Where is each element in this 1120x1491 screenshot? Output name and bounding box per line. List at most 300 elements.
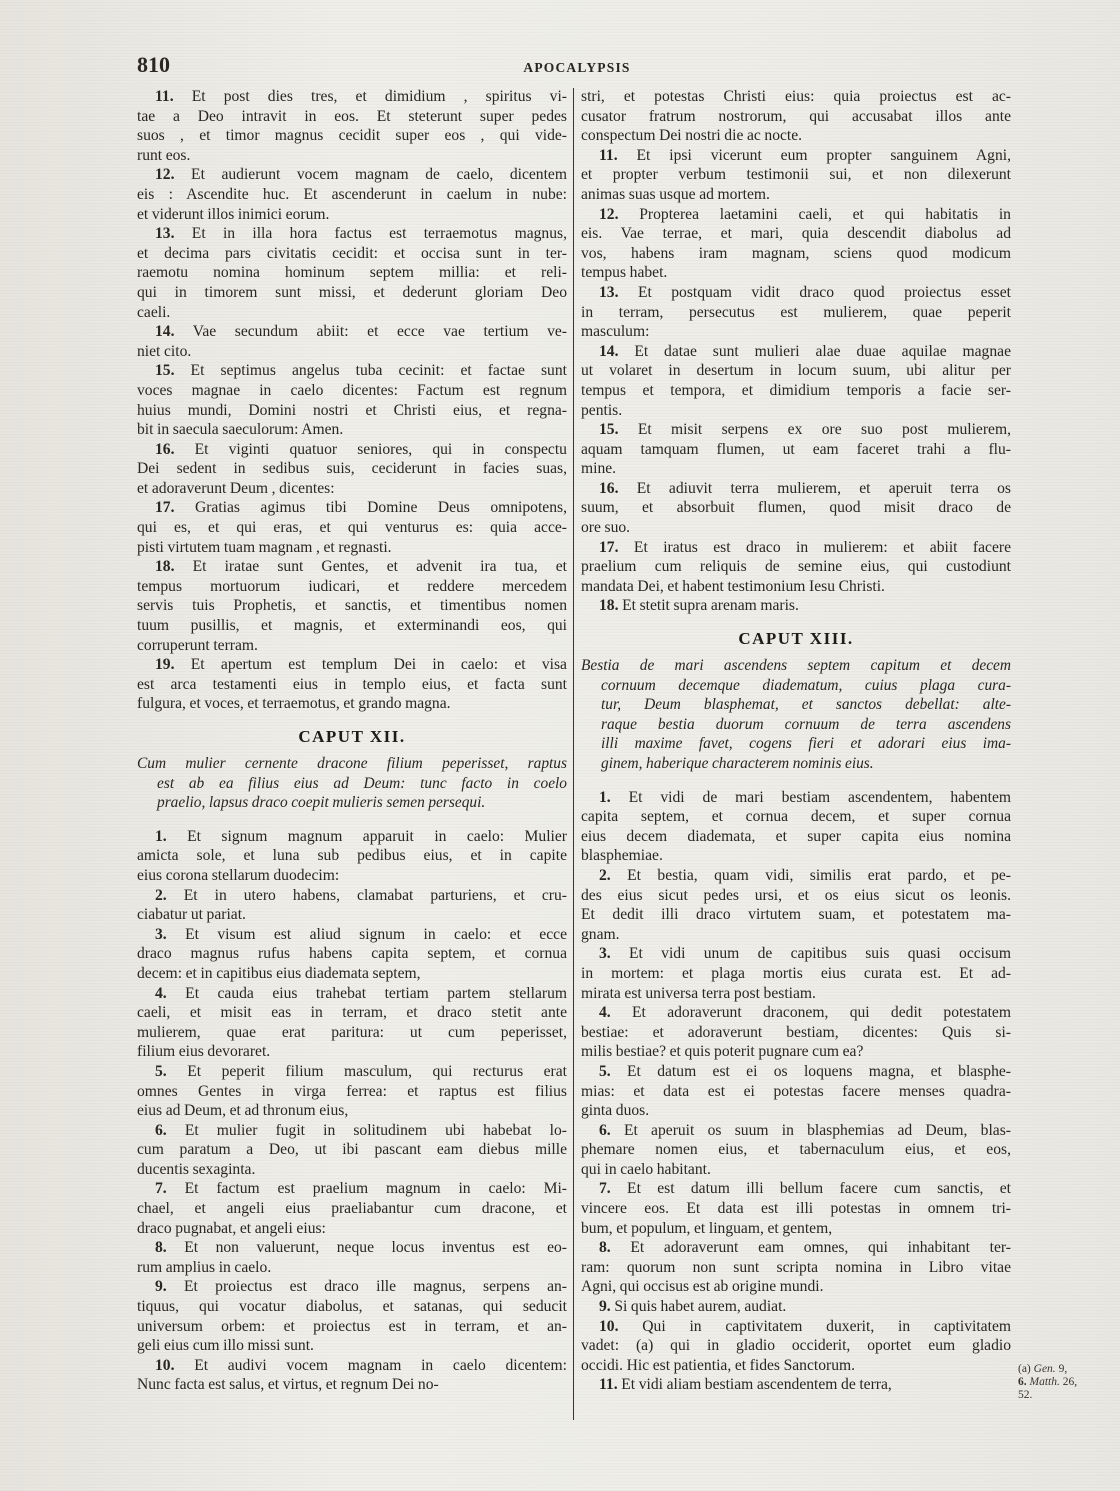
- column-divider: [573, 88, 574, 1420]
- line-text: Et datae sunt mulieri alae duae aquilae magnae: [634, 342, 1011, 360]
- text-line: [581, 518, 1011, 538]
- text-line: [137, 244, 567, 264]
- line-text: Si quis habet aurem, audiat.: [614, 1298, 787, 1316]
- line-text: caeli.: [137, 303, 171, 321]
- text-line: [137, 905, 567, 925]
- text-line: [581, 1336, 1011, 1356]
- verse-start-line: [137, 87, 567, 107]
- line-text: vincere eos. Et data est illi potestas in omnem tri-: [581, 1200, 1011, 1218]
- text-line: [581, 185, 1011, 205]
- verse-number: 9.: [599, 1298, 611, 1316]
- line-text: servis tuis Prophetis, et sanctis, et timentibus nomen: [137, 597, 567, 615]
- verse-number: 19.: [155, 656, 175, 674]
- line-text: Gratias agimus tibi Domine Deus omnipotens,: [194, 499, 567, 517]
- text-line: [137, 303, 567, 323]
- verse-start-line: [581, 205, 1011, 225]
- line-text: est arca testamenti eius in templo eius, et facta sunt: [137, 675, 567, 693]
- verse-start-line: [137, 1062, 567, 1082]
- line-text: mandata Dei, et habent testimonium Iesu Christi.: [581, 577, 885, 595]
- margin-note-line-1: [1018, 1363, 1110, 1376]
- line-text: eis. Vae terrae, et mari, quia descendit diabolus ad: [581, 225, 1011, 243]
- text-line: [137, 146, 567, 166]
- line-text: voces magnae in caelo dicentes: Factum est regnum: [137, 381, 567, 399]
- text-line: [581, 1277, 1011, 1297]
- chapter-heading: CAPUT XII.: [298, 727, 406, 746]
- verse-number: 17.: [155, 499, 175, 517]
- verse-number: 15.: [599, 421, 619, 439]
- text-line: [581, 87, 1011, 107]
- verse-number: 18.: [155, 558, 175, 576]
- line-text: mirata est universa terra post bestiam.: [581, 984, 816, 1002]
- line-text: Propterea laetamini caeli, et qui habitatis in: [639, 205, 1011, 223]
- line-text: Et vidi unum de capitibus suis quasi occisum: [629, 945, 1011, 963]
- reference-location: 9,: [1058, 1363, 1068, 1375]
- line-text: occidi. Hic est patientia, et fides Sanctorum.: [581, 1356, 856, 1374]
- line-text: vadet: (a) qui in gladio occiderit, oportet eum gladio: [581, 1337, 1011, 1355]
- verse-start-line: [581, 1317, 1011, 1337]
- text-line: [581, 244, 1011, 264]
- verse-number: 17.: [599, 538, 619, 556]
- verse-number: 18.: [599, 597, 619, 615]
- text-line: [581, 1101, 1011, 1121]
- text-line: [137, 107, 567, 127]
- text-line: [137, 1375, 567, 1395]
- line-text: Et vidi de mari bestiam ascendentem, habentem: [628, 788, 1011, 806]
- verse-start-line: [581, 1179, 1011, 1199]
- verse-number: 4.: [599, 1004, 611, 1022]
- line-text: Et iratus est draco in mulierem: et abiit facere: [633, 538, 1011, 556]
- text-line: [137, 1258, 567, 1278]
- line-text: phemare nomen eius, et tabernaculum eius, et eos,: [581, 1141, 1011, 1159]
- text-line: [137, 538, 567, 558]
- verse-number: 8.: [599, 1239, 611, 1257]
- verse-start-line: [581, 283, 1011, 303]
- line-text: stri, et potestas Christi eius: quia proiectus est ac-: [581, 88, 1011, 105]
- summary-line: Bestia de mari ascendens septem capitum et decem: [581, 657, 1011, 675]
- line-text: chael, et angeli eius praeliabantur cum dracone, et: [137, 1200, 567, 1218]
- verse-number: 10.: [155, 1356, 175, 1374]
- summary-line: est ab ea filius eius ad Deum: tunc facto in coelo: [157, 774, 567, 792]
- verse-start-line: [581, 342, 1011, 362]
- verse-start-line: [137, 925, 567, 945]
- line-text: qui in timorem sunt missi, et dederunt gloriam Deo: [137, 283, 567, 301]
- spacer: [581, 774, 1011, 788]
- line-text: capita septem, et cornua decem, et super cornua: [581, 808, 1011, 826]
- line-text: et decima pars civitatis cecidit: et occisa sunt in ter-: [137, 244, 567, 262]
- verse-start-line: [137, 886, 567, 906]
- line-text: eius decem diademata, et super capita eius nomina: [581, 827, 1011, 845]
- verse-start-line: [137, 827, 567, 847]
- line-text: Et cauda eius trahebat tertiam partem stellarum: [185, 984, 567, 1002]
- line-text: Dei sedent in sedibus suis, ceciderunt in facies suas,: [137, 460, 567, 478]
- line-text: bum, et populum, et linguam, et gentem,: [581, 1219, 833, 1237]
- text-line: [581, 1140, 1011, 1160]
- line-text: Et mulier fugit in solitudinem ubi habebat lo-: [184, 1121, 567, 1139]
- text-line: [581, 1258, 1011, 1278]
- verse-start-line: [137, 557, 567, 577]
- text-line: [581, 322, 1011, 342]
- text-line: [581, 1160, 1011, 1180]
- verse-start-line: [137, 655, 567, 675]
- text-line: [581, 1356, 1011, 1376]
- line-text: Et est datum illi bellum facere cum sanctis, et: [627, 1180, 1011, 1198]
- line-text: aquam tamquam flumen, ut eam faceret trahi a flu-: [581, 440, 1011, 458]
- line-text: milis bestiae? et quis poterit pugnare cum ea?: [581, 1043, 864, 1061]
- summary-line: tur, Deum blasphemat, et sanctos debellat: alte-: [601, 696, 1011, 714]
- text-line: [137, 1199, 567, 1219]
- text-line: [581, 846, 1011, 866]
- line-text: caeli, et misit eas in terram, et draco stetit ante: [137, 1004, 567, 1022]
- verse-start-line: [137, 224, 567, 244]
- line-text: Et visum est aliud signum in caelo: et ecce: [185, 925, 567, 943]
- summary-line: ginem, haberique characterem nominis eius.: [601, 755, 874, 772]
- verse-number: 1.: [599, 788, 611, 806]
- line-text: tiquus, qui vocatur diabolus, et satanas, qui seducit: [137, 1298, 567, 1316]
- summary-line: illi maxime favet, cogens fieri et adorari eius ima-: [601, 735, 1011, 753]
- verse-number: 5.: [155, 1062, 167, 1080]
- line-text: conspectum Dei nostri die ac nocte.: [581, 127, 803, 145]
- line-text: tuum pusillis, et magnis, et exterminandi eos, qui: [137, 617, 567, 635]
- text-line: [581, 1042, 1011, 1062]
- text-line: [581, 827, 1011, 847]
- line-text: Et vidi aliam bestiam ascendentem de terra,: [621, 1376, 892, 1394]
- line-text: omnes Gentes in virga ferrea: et raptus est filius: [137, 1082, 567, 1100]
- line-text: Et septimus angelus tuba cecinit: et factae sunt: [190, 362, 567, 380]
- line-text: suum, et absorbuit flumen, quod misit draco de: [581, 499, 1011, 517]
- line-text: tempus et tempora, et dimidium temporis a facie ser-: [581, 381, 1011, 399]
- text-line: [137, 1317, 567, 1337]
- text-line: [137, 401, 567, 421]
- line-text: rum amplius in caelo.: [137, 1258, 272, 1276]
- verse-number: 7.: [599, 1180, 611, 1198]
- text-line: [137, 185, 567, 205]
- verse-start-line: [137, 1277, 567, 1297]
- verse-number: 14.: [155, 323, 175, 341]
- text-line: [581, 964, 1011, 984]
- line-text: vos, habens iram magnam, sciens quod modicum: [581, 244, 1011, 262]
- verse-start-line: [581, 944, 1011, 964]
- verse-number: 10.: [599, 1317, 619, 1335]
- line-text: Et bestia, quam vidi, similis erat pardo, et pe-: [627, 866, 1012, 884]
- line-text: ore suo.: [581, 519, 631, 537]
- text-line: [581, 925, 1011, 945]
- line-text: Et post dies tres, et dimidium , spiritus vi-: [191, 88, 567, 105]
- margin-note-line-2: [1018, 1376, 1110, 1389]
- verse-number: 3.: [599, 945, 611, 963]
- text-line: [137, 944, 567, 964]
- line-text: Et dedit illi draco virtutem suam, et potestatem ma-: [581, 906, 1011, 924]
- line-text: Et factum est praelium magnum in caelo: Mi-: [184, 1180, 567, 1198]
- line-text: bestiae: et adoraverunt bestiam, dicentes: Quis si-: [581, 1023, 1011, 1041]
- line-text: Et apertum est templum Dei in caelo: et visa: [190, 656, 567, 674]
- verse-start-line: [581, 420, 1011, 440]
- line-text: mias: et data est ei potestas facere menses quadra-: [581, 1082, 1011, 1100]
- line-text: Et aperuit os suum in blasphemias ad Deum, blas-: [623, 1121, 1011, 1139]
- text-line: [137, 420, 567, 440]
- verse-start-line: [581, 146, 1011, 166]
- line-text: eius corona stellarum duodecim:: [137, 866, 340, 884]
- line-text: blasphemiae.: [581, 847, 663, 865]
- chapter-summary: [581, 656, 1011, 774]
- line-text: Qui in captivitatem duxerit, in captivitatem: [642, 1317, 1011, 1335]
- summary-line: cornuum decemque diadematum, cuius plaga cura-: [601, 676, 1011, 694]
- verse-number: 14.: [599, 342, 619, 360]
- verse-number: 16.: [599, 479, 619, 497]
- text-line: [137, 126, 567, 146]
- summary-line: Cum mulier cernente dracone filium peperisset, raptus: [137, 755, 567, 772]
- line-text: niet cito.: [137, 342, 192, 360]
- line-text: tempus mortuorum iudicari, et reddere mercedem: [137, 577, 567, 595]
- line-text: ducentis sexaginta.: [137, 1160, 256, 1178]
- text-line: [137, 694, 567, 714]
- verse-start-line: [581, 596, 1011, 616]
- text-line: [137, 1219, 567, 1239]
- line-text: ut volaret in desertum in locum suum, ubi alitur per: [581, 362, 1011, 380]
- verse-start-line: [137, 1356, 567, 1376]
- line-text: Et iratae sunt Gentes, et advenit ira tua, et: [192, 558, 567, 576]
- line-text: mulierem, quae erat paritura: ut cum peperisset,: [137, 1023, 567, 1041]
- text-line: [581, 440, 1011, 460]
- verse-number: 7.: [155, 1180, 167, 1198]
- text-line: [581, 1082, 1011, 1102]
- verse-start-line: [581, 1297, 1011, 1317]
- verse-start-line: [137, 1238, 567, 1258]
- text-line: [137, 596, 567, 616]
- reference-location: 6.: [1018, 1376, 1027, 1388]
- line-text: animas suas usque ad mortem.: [581, 185, 770, 203]
- text-line: [137, 1003, 567, 1023]
- line-text: eius ad Deum, et ad thronum eius,: [137, 1102, 349, 1120]
- text-line: [137, 866, 567, 886]
- verse-number: 8.: [155, 1239, 167, 1257]
- text-line: [137, 1101, 567, 1121]
- reference-location: 26,: [1062, 1376, 1078, 1388]
- text-line: [137, 263, 567, 283]
- line-text: Et proiectus est draco ille magnus, serpens an-: [184, 1278, 567, 1296]
- footnote-marker: (a): [1018, 1363, 1031, 1375]
- text-line: [581, 381, 1011, 401]
- verse-start-line: [581, 479, 1011, 499]
- text-line: [137, 1023, 567, 1043]
- reference-location: 52.: [1018, 1389, 1033, 1401]
- verse-number: 11.: [155, 88, 174, 105]
- line-text: et adoraverunt Deum , dicentes:: [137, 479, 335, 497]
- verse-start-line: [581, 1062, 1011, 1082]
- text-line: [581, 557, 1011, 577]
- verse-start-line: [581, 1238, 1011, 1258]
- text-line: [581, 126, 1011, 146]
- text-line: [137, 342, 567, 362]
- line-text: draco magnus rufus habens capita septem, et cornua: [137, 945, 567, 963]
- page-number: 810: [137, 52, 170, 77]
- text-line: [581, 107, 1011, 127]
- text-line: [137, 381, 567, 401]
- text-line: [137, 616, 567, 636]
- line-text: Et postquam vidit draco quod proiectus esset: [637, 283, 1011, 301]
- margin-note: [1018, 1363, 1110, 1402]
- text-line: [137, 636, 567, 656]
- text-line: [137, 459, 567, 479]
- verse-start-line: [137, 498, 567, 518]
- running-head: APOCALYPSIS: [523, 60, 631, 75]
- line-text: Et adoraverunt draconem, qui dedit potestatem: [632, 1004, 1011, 1022]
- right-column: [581, 87, 1011, 1395]
- text-line: [581, 303, 1011, 323]
- text-line: [137, 1160, 567, 1180]
- summary-line: praelio, lapsus draco coepit mulieris semen persequi.: [157, 794, 486, 812]
- text-line: [581, 1199, 1011, 1219]
- line-text: suos , et timor magnus cecidit super eos , qui vide-: [137, 127, 567, 145]
- verse-number: 13.: [155, 225, 175, 243]
- text-line: [581, 224, 1011, 244]
- verse-number: 4.: [155, 984, 167, 1002]
- line-text: des eius sicut pedes ursi, et os eius sicut os leonis.: [581, 886, 1011, 904]
- text-line: [137, 1297, 567, 1317]
- text-line: [137, 283, 567, 303]
- text-line: [137, 846, 567, 866]
- text-line: [581, 361, 1011, 381]
- verse-number: 3.: [155, 925, 167, 943]
- text-line: [581, 807, 1011, 827]
- verse-start-line: [137, 361, 567, 381]
- line-text: bit in saecula saeculorum: Amen.: [137, 421, 344, 439]
- text-line: [581, 498, 1011, 518]
- verse-number: 13.: [599, 283, 619, 301]
- line-text: in terram, persecutus est mulierem, quae peperit: [581, 303, 1011, 321]
- line-text: ciabatur ut pariat.: [137, 906, 246, 924]
- line-text: qui in caelo habitant.: [581, 1160, 711, 1178]
- verse-start-line: [137, 322, 567, 342]
- text-line: [581, 1023, 1011, 1043]
- chapter-heading: CAPUT XIII.: [738, 629, 854, 649]
- verse-number: 11.: [599, 1376, 618, 1394]
- line-text: filium eius devoraret.: [137, 1043, 271, 1061]
- verse-start-line: [137, 1179, 567, 1199]
- verse-start-line: [581, 1375, 1011, 1395]
- text-line: [581, 165, 1011, 185]
- line-text: Et stetit supra arenam maris.: [622, 597, 799, 615]
- line-text: tae a Deo intravit in eos. Et steterunt super pedes: [137, 107, 567, 125]
- text-line: [137, 479, 567, 499]
- line-text: cusator fratrum nostrorum, qui accusabat illos ante: [581, 107, 1011, 125]
- text-line: [137, 518, 567, 538]
- text-line: [137, 577, 567, 597]
- line-text: qui es, et qui eras, et qui venturus es: quia acce-: [137, 519, 567, 537]
- line-text: universum orbem: et proiectus est in terram, et an-: [137, 1317, 567, 1335]
- verse-start-line: [137, 165, 567, 185]
- line-text: Et adiuvit terra mulierem, et aperuit terra os: [636, 479, 1012, 497]
- line-text: Et audierunt vocem magnam de caelo, dicentem: [191, 166, 567, 184]
- summary-line: raque bestia duorum cornuum de terra ascendens: [601, 715, 1011, 733]
- line-text: Et in utero habens, clamabat parturiens, et cru-: [183, 886, 567, 904]
- text-line: [137, 205, 567, 225]
- verse-number: 6.: [155, 1121, 167, 1139]
- line-text: gnam.: [581, 925, 620, 943]
- chapter-summary: [137, 754, 567, 813]
- verse-number: 2.: [155, 886, 167, 904]
- verse-number: 6.: [599, 1121, 611, 1139]
- line-text: Et audivi vocem magnam in caelo dicentem:: [194, 1356, 567, 1374]
- line-text: ram: quorum non sunt scripta nomina in Libro vitae: [581, 1258, 1011, 1276]
- verse-start-line: [581, 1121, 1011, 1141]
- line-text: praelium cum reliquis de semine eius, qui custodiunt: [581, 558, 1011, 576]
- line-text: Et ipsi vicerunt eum propter sanguinem Agni,: [636, 146, 1011, 164]
- text-line: [581, 263, 1011, 283]
- text-line: [581, 459, 1011, 479]
- line-text: ginta duos.: [581, 1102, 650, 1120]
- text-line: [137, 964, 567, 984]
- line-text: mine.: [581, 460, 617, 478]
- line-text: huius mundi, Domini nostri et Christi eius, et regna-: [137, 401, 567, 419]
- spacer: [137, 813, 567, 827]
- line-text: Et viginti quatuor seniores, qui in conspectu: [194, 440, 567, 458]
- line-text: Et datum est ei os loquens magna, et blasphe-: [627, 1062, 1011, 1080]
- verse-number: 16.: [155, 440, 175, 458]
- text-line: [581, 401, 1011, 421]
- line-text: et viderunt illos inimici eorum.: [137, 205, 330, 223]
- line-text: Et misit serpens ex ore suo post mulierem,: [637, 421, 1011, 439]
- line-text: fulgura, et voces, et terraemotus, et grando magna.: [137, 695, 451, 713]
- text-line: [137, 1042, 567, 1062]
- verse-number: 5.: [599, 1062, 611, 1080]
- verse-number: 12.: [155, 166, 175, 184]
- verse-start-line: [137, 440, 567, 460]
- line-text: pentis.: [581, 401, 623, 419]
- text-line: [137, 1140, 567, 1160]
- line-text: draco pugnabat, et angeli eius:: [137, 1219, 326, 1237]
- line-text: Et non valuerunt, neque locus inventus est eo-: [184, 1239, 567, 1257]
- text-line: [581, 1219, 1011, 1239]
- line-text: Agni, qui occisus est ab origine mundi.: [581, 1278, 824, 1296]
- verse-start-line: [581, 1003, 1011, 1023]
- verse-start-line: [137, 1121, 567, 1141]
- text-line: [137, 675, 567, 695]
- line-text: pisti virtutem tuam magnam , et regnasti.: [137, 538, 392, 556]
- line-text: eis : Ascendite huc. Et ascenderunt in caelum in nube:: [137, 185, 567, 203]
- line-text: Et in illa hora factus est terraemotus magnus,: [191, 225, 567, 243]
- verse-number: 15.: [155, 362, 175, 380]
- line-text: et propter verbum testimonii sui, et non dilexerunt: [581, 166, 1011, 184]
- line-text: Vae secundum abiit: et ecce vae tertium ve-: [192, 323, 567, 341]
- line-text: runt eos.: [137, 146, 191, 164]
- text-line: [581, 577, 1011, 597]
- line-text: amicta sole, et luna sub pedibus eius, et in capite: [137, 847, 567, 865]
- verse-number: 11.: [599, 146, 618, 164]
- verse-number: 2.: [599, 866, 611, 884]
- verse-start-line: [581, 788, 1011, 808]
- verse-number: 12.: [599, 205, 619, 223]
- line-text: masculum:: [581, 323, 650, 341]
- verse-start-line: [137, 984, 567, 1004]
- verse-number: 1.: [155, 827, 167, 845]
- reference-book: Matth.: [1029, 1376, 1060, 1388]
- verse-start-line: [581, 538, 1011, 558]
- text-line: [581, 984, 1011, 1004]
- margin-note-line-3: [1018, 1389, 1110, 1402]
- line-text: corruperunt terram.: [137, 636, 258, 654]
- line-text: Et peperit filium masculum, qui recturus erat: [187, 1062, 567, 1080]
- text-line: [581, 886, 1011, 906]
- text-line: [137, 1082, 567, 1102]
- text-line: [137, 1336, 567, 1356]
- left-column: [137, 87, 567, 1395]
- line-text: tempus habet.: [581, 264, 668, 282]
- line-text: Et adoraverunt eam omnes, qui inhabitant ter-: [630, 1239, 1011, 1257]
- line-text: raemotu nomina hominum septem millia: et reli-: [137, 264, 567, 282]
- text-line: [581, 905, 1011, 925]
- verse-number: 9.: [155, 1278, 167, 1296]
- line-text: geli eius cum illo missi sunt.: [137, 1337, 314, 1355]
